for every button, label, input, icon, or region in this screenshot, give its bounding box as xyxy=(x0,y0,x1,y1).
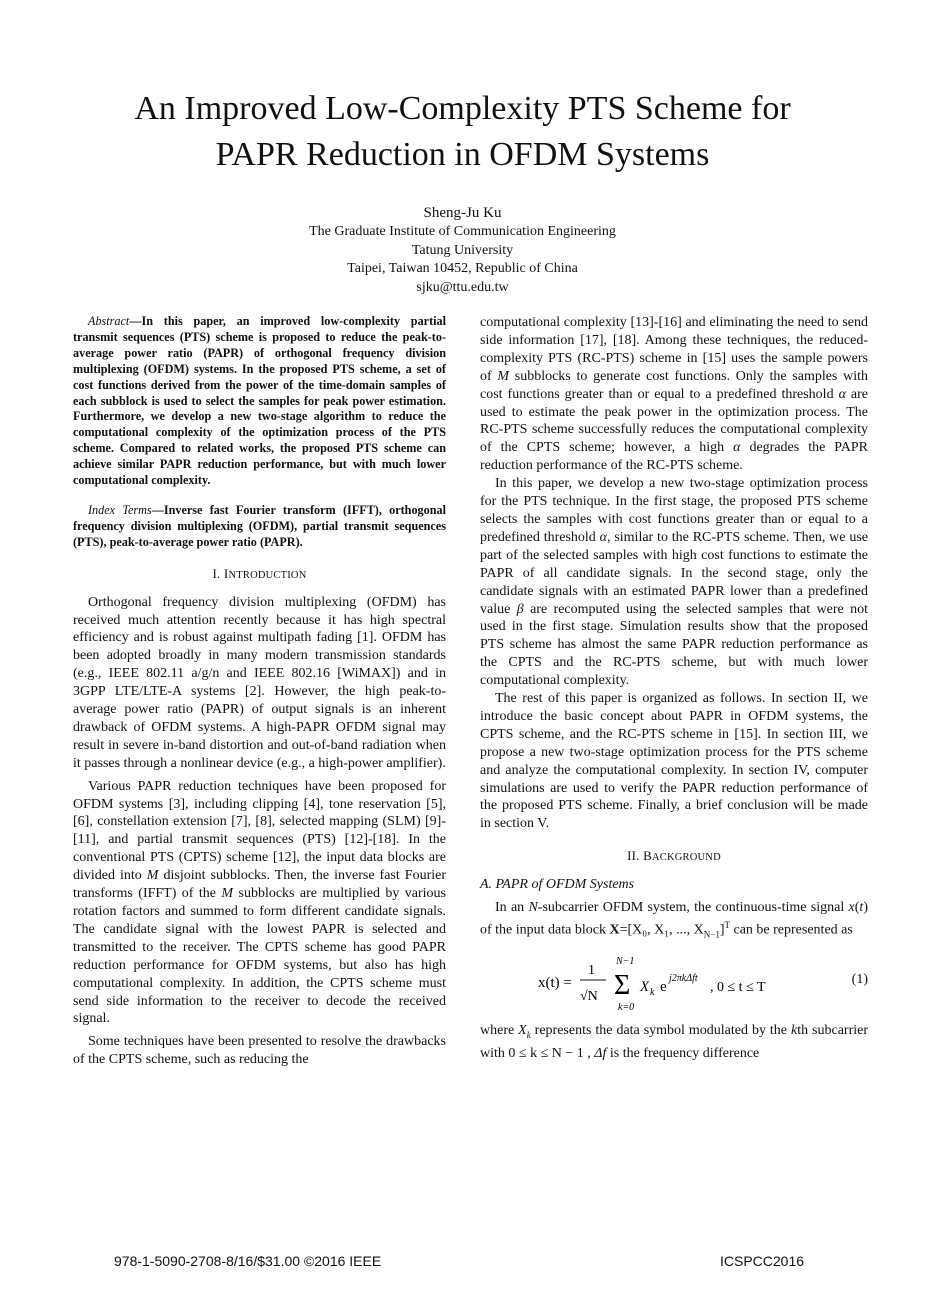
svg-text:1: 1 xyxy=(588,963,595,979)
svg-text:, 0 ≤ t ≤ T: , 0 ≤ t ≤ T xyxy=(710,980,766,996)
background-paragraph-1: In an N-subcarrier OFDM system, the continuous-time signal x(t) of the input data block X=[X₀, X₁, ..., $X_{N-1}]^T$ can be represented as xyxy=(480,900,868,940)
svg-text:e: e xyxy=(660,979,667,996)
section-heading-introduction: I. INTRODUCTION xyxy=(212,565,307,581)
equation-1 xyxy=(480,952,868,1016)
svg-text:j2πkΔft: j2πkΔft xyxy=(669,973,698,985)
footer-copyright: 978-1-5090-2708-8/16/$31.00 ©2016 IEEE xyxy=(114,1253,382,1269)
affiliation-line-1: The Graduate Institute of Communication Engineering xyxy=(309,224,616,239)
affiliation-line-3: Taipei, Taiwan 10452, Republic of China xyxy=(347,261,578,276)
svg-text:k: k xyxy=(650,987,655,999)
background-paragraph-2: where $X_k$ represents the data symbol modulated by the kth subcarrier with 0 ≤ k ≤ N − 1 , Δf is the frequency difference xyxy=(480,1023,868,1062)
svg-text:√N: √N xyxy=(580,989,598,1005)
index-terms-label: Index Terms xyxy=(88,502,152,517)
affiliation-line-2: Tatung University xyxy=(411,242,514,258)
left-column xyxy=(73,314,446,1069)
equation-expression xyxy=(538,954,788,1014)
beta-symbol: β xyxy=(516,601,524,617)
abstract-label: Abstract xyxy=(88,314,130,328)
right-paragraph-2: In this paper, we develop a new two-stage optimization process for the PTS technique. In the first stage, the proposed PTS scheme selects the samples with cost functions greater than or equal to a predefined threshold α, similar to the RC-PTS scheme. Then, we use part of the selected samples with high cost functions to estimate the PAPR of all candidate signals. In the second stage, only the candidate signals with an estimated PAPR lower than a predefined value β are recomputed using the selected samples that were not used in the first stage. Simulation results show that the proposed PTS scheme has almost the same PAPR reduction performance as the CPTS and the RC-PTS scheme, but with much lower computational complexity. xyxy=(480,476,868,689)
alpha-symbol: α xyxy=(599,529,607,545)
footer-conference: ICSPCC2016 xyxy=(720,1253,805,1269)
author-block xyxy=(0,203,925,297)
right-paragraph-3: The rest of this paper is organized as follows. In section II, we introduce the basic concept about PAPR in OFDM systems, the CPTS scheme, and the RC-PTS scheme in [15]. In section III, we propose a new two-stage optimization process for the PTS scheme and analyze the computational complexity. In section IV, computer simulations are used to verify the PAPR reduction performance of the proposed PTS scheme. Finally, a brief conclusion will be made in section V. xyxy=(480,691,868,832)
author-name: Sheng-Ju Ku xyxy=(423,205,502,221)
index-terms-text: —Inverse fast Fourier transform (IFFT), orthogonal frequency division multiplexing (OFDM), partial transmit sequences (PTS), peak-to-average power ratio (PAPR). xyxy=(73,502,447,549)
abstract xyxy=(73,314,446,489)
index-terms xyxy=(73,503,446,551)
svg-text:N−1: N−1 xyxy=(616,956,635,968)
right-paragraph-1: computational complexity [13]-[16] and eliminating the need to send side information [17], [18]. Among these techniques, the reduced-complexity PTS (RC-PTS) scheme in [15] uses the sample powers of M subblocks to generate cost functions. Only the samples with cost functions greater than or equal to a predefined threshold α are used to estimate the peak power in the optimization process. The RC-PTS scheme successfully reduces the computational complexity of the CPTS scheme; however, a high α degrades the PAPR reduction performance of the RC-PTS scheme. xyxy=(480,315,869,474)
svg-text:X: X xyxy=(640,979,650,996)
paper-title xyxy=(0,86,925,178)
subsection-heading: A. PAPR of OFDM Systems xyxy=(480,877,635,893)
equation-number: (1) xyxy=(851,972,868,988)
alpha-symbol: α xyxy=(838,386,846,402)
intro-paragraph-1: Orthogonal frequency division multiplexing (OFDM) has received much attention recently because it has high spectral efficiency and is robust against multipath fading [1]. OFDM has been adopted broadly in many modern transmission standards (e.g., IEEE 802.11 a/g/n and IEEE 802.16 [WiMAX]) and in 3GPP LTE/LTE-A systems [2]. However, the high peak-to-average power ratio (PAPR) of output signals is an inherent drawback of OFDM systems. A high-PAPR OFDM signal may result in severe in-band distortion and out-of-band radiation when it passes through a nonlinear device (e.g., a high-power amplifier). xyxy=(73,594,446,771)
title-line-1: An Improved Low-Complexity PTS Scheme for xyxy=(134,90,791,127)
author-email: sjku@ttu.edu.tw xyxy=(416,279,509,295)
svg-text:k=0: k=0 xyxy=(618,1002,635,1014)
intro-paragraph-3: Some techniques have been presented to resolve the drawbacks of the CPTS scheme, such as reducing the xyxy=(73,1034,446,1068)
svg-text:Σ: Σ xyxy=(614,970,631,1002)
abstract-text: —In this paper, an improved low-complexity partial transmit sequences (PTS) scheme is proposed to reduce the peak-to-average power ratio (PAPR) of orthogonal frequency division multiplexing (OFDM) systems. In the proposed PTS scheme, a set of cost functions derived from the power of the time-domain samples of each subblock is used to select the samples for peak power estimation. Furthermore, we develop a new two-stage algorithm to reduce the computational complexity of the optimization process of the PTS scheme. Compared to related works, the proposed PTS scheme can achieve similar PAPR reduction performance, but with much lower computational complexity. xyxy=(73,314,446,488)
intro-paragraph-2: Various PAPR reduction techniques have been proposed for OFDM systems [3], including clipping [4], tone reservation [5], [6], constellation extension [7], [8], selected mapping (SLM) [9]-[11], and partial transmit sequences (PTS) [12]-[18]. In the conventional PTS (CPTS) scheme [12], the input data blocks are divided into M disjoint subblocks. Then, the inverse fast Fourier transforms (IFFT) of the M subblocks are multiplied by various rotation factors and summed to form different candidate signals. The candidate signal with the lowest PAPR is selected and transmitted to the receiver. The CPTS scheme has good PAPR reduction performance for OFDM systems, but also has high computational complexity. In addition, the CPTS scheme must send side information to the receiver to decode the received signal. xyxy=(73,778,446,1027)
right-column xyxy=(480,314,868,1063)
title-line-2: PAPR Reduction in OFDM Systems xyxy=(215,136,710,173)
svg-text:x(t) =: x(t) = xyxy=(538,975,572,992)
section-heading-background: II. BACKGROUND xyxy=(627,848,721,864)
alpha-symbol: α xyxy=(733,440,741,456)
